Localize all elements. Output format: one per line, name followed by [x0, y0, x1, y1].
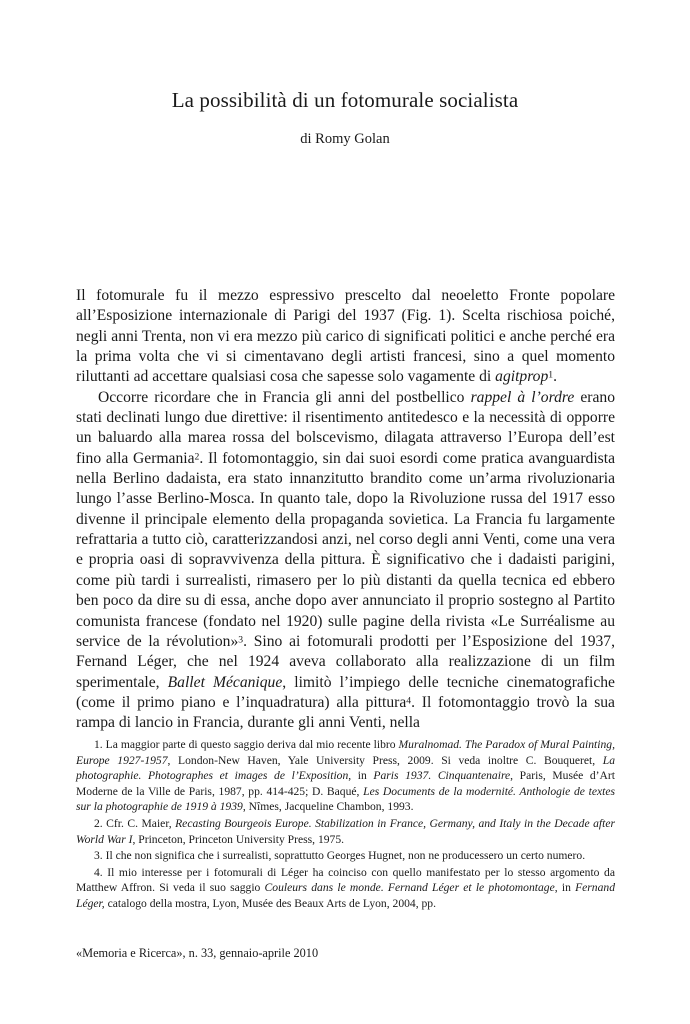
text-run: , limitò l’impiego delle tecniche cinematografiche (come il primo piano e l’inquadratura) alla pittura [76, 673, 615, 711]
text-run: , in [348, 769, 374, 783]
journal-footer: «Memoria e Ricerca», n. 33, gennaio-aprile 2010 [76, 946, 319, 960]
text-run: . Sino ai fotomurali prodotti per l’Esposizione del 1937, Fernand Léger, che nel 1924 aveva collaborato alla realizzazione di un film sperimentale, [76, 632, 615, 691]
footnote [76, 848, 615, 864]
text-run: , Paris, Musée d’Art Moderne de la Ville de Paris, 1987, pp. 414-425; D. Baqué, [76, 769, 615, 798]
italic-text: La photographie. Photographes et images de l’Exposition [76, 753, 616, 783]
text-run: , in [554, 881, 576, 895]
text-run: Il fotomurale fu il mezzo espressivo prescelto dal neoeletto Fronte popolare all’Esposizione internazionale di Parigi del 1937 (Fig. 1). Scelta rischiosa poiché, negli anni Trenta, non vi era mezzo più carico di significati politici e anche perché era la prima volta che vi si cimentavano degli artisti francesi, sino a quel momento riluttanti ad accettare qualsiasi cosa che sapesse solo vagamente di [76, 287, 615, 386]
footnote-ref: 3 [238, 634, 244, 646]
body-paragraph [76, 388, 615, 734]
text-run: 4. Il mio interesse per i fotomurali di Léger ha coinciso con quello manifestato per lo stesso argomento da Matthew Affron. Si veda il suo saggio [76, 865, 615, 895]
italic-text: agitprop [495, 368, 549, 386]
footnotes [76, 737, 615, 912]
text-run: , London-New Haven, Yale University Press, 2009. Si veda inoltre C. Bouqueret, [167, 753, 603, 767]
italic-text: Muralnomad. The Paradox of Mural Painting, Europe 1927-1957 [76, 738, 615, 767]
text-run: 3. Il che non significa che i surrealisti, soprattutto Georges Hugnet, non ne producessero un certo numero. [94, 849, 586, 863]
body-paragraph [76, 286, 615, 388]
text-run: , Nîmes, Jacqueline Chambon, 1993. [242, 800, 414, 814]
text-run: , Princeton, Princeton University Press, 1975. [132, 832, 345, 846]
article-title: La possibilità di un fotomurale socialista [171, 88, 519, 112]
article-author: di Romy Golan [300, 131, 390, 147]
footnote-ref: 2 [194, 451, 200, 463]
italic-text: Les Documents de la modernité. Anthologie de textes sur la photographie de 1919 à 1939 [76, 784, 615, 814]
italic-text: Paris 1937. Cinquantenaire [373, 769, 511, 783]
text-run: Occorre ricordare che in Francia gli anni del postbellico [98, 388, 471, 406]
footnote-ref: 1 [548, 370, 554, 381]
italic-text: Ballet Mécanique [167, 673, 283, 691]
footnote [76, 865, 615, 912]
text-run: 1. La maggior parte di questo saggio deriva dal mio recente libro [94, 738, 399, 751]
article-body [76, 286, 615, 734]
text-run: catalogo della mostra, Lyon, Musée des Beaux Arts de Lyon, 2004, pp. [104, 896, 436, 910]
italic-text: Couleurs dans le monde. Fernand Léger et le photomontage [264, 881, 555, 895]
text-run: erano stati declinati lungo due direttive: il risentimento antitedesco e la necessità di opporre un baluardo alla marea rossa del bolscevismo, dilagata attraverso l’Europa dell’est fino alla Germania [76, 388, 615, 467]
text-run: . Il fotomontaggio trovò la sua rampa di lancio in Francia, durante gli anni Venti, nella [76, 693, 615, 732]
text-run: 2. Cfr. C. Maier, [94, 816, 176, 830]
footnote-ref: 4 [406, 695, 412, 707]
text-run: . Il fotomontaggio, sin dai suoi esordi come pratica avanguardista nella Berlino dadaista, era stato innanzitutto brandito come un’arma rivoluzionaria lungo l’asse Berlino-Mosca. In quanto tale, dopo la Rivoluzione russa del 1917 esso divenne il principale elemento della propaganda sovietica. La Francia fu largamente refrattaria a tutto ciò, caratterizzandosi anzi, nel corso degli anni Venti, come una vera e propria oasi di sopravvivenza della pittura. È significativo che i dadaisti parigini, come più tardi i surrealisti, rimasero per lo più distanti da quella tecnica ed ebbero ben poco da dire su di essa, anche dopo aver annunciato il proprio sostegno al Partito comunista francese (fondato nel 1920) sulle pagine della rivista «Le Surréalisme au service de la révolution» [76, 449, 615, 650]
text-run: . [553, 368, 558, 386]
italic-text: rappel à l’ordre [470, 388, 575, 406]
footnote [76, 737, 615, 815]
footnote [76, 816, 615, 847]
italic-text: Fernand Léger, [76, 881, 615, 910]
italic-text: Recasting Bourgeois Europe. Stabilization in France, Germany, and Italy in the Decade after World War I [76, 816, 615, 846]
